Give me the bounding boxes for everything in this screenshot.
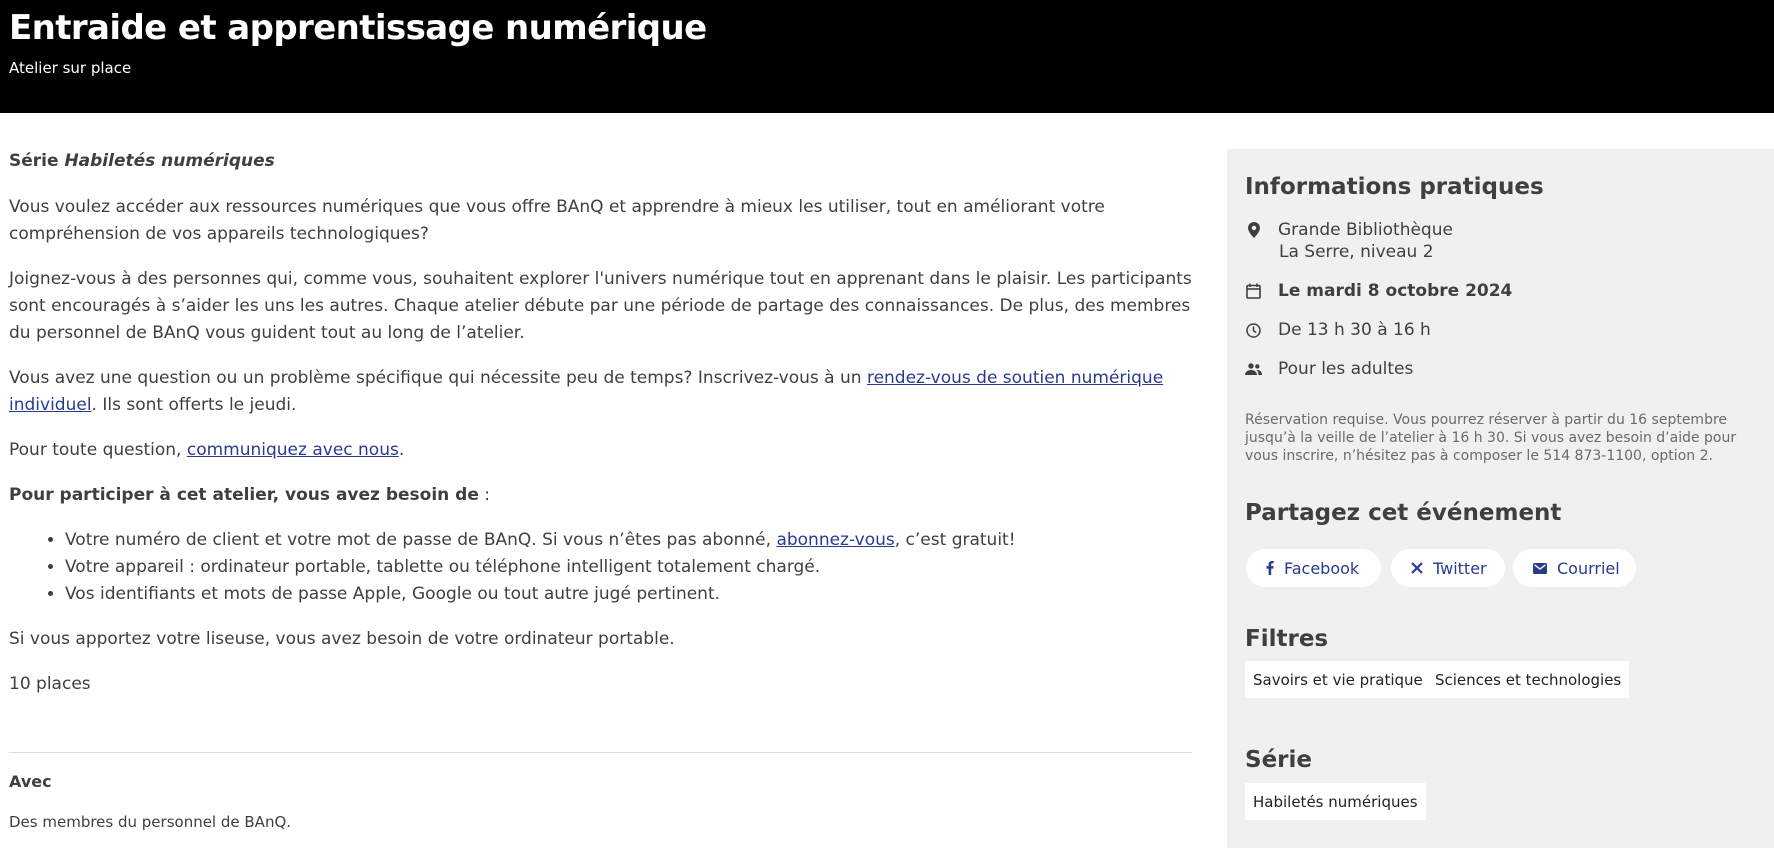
list-item: • Votre appareil : ordinateur portable, tablette ou téléphone intelligent totalement chargé. xyxy=(65,554,1192,581)
support-text-before: Vous avez une question ou un problème spécifique qui nécessite peu de temps? Inscrivez-vous à un xyxy=(9,368,867,388)
event-description xyxy=(9,148,1192,698)
contact-text-after: . xyxy=(398,440,405,460)
location-text xyxy=(1278,219,1453,263)
divider xyxy=(9,752,1192,753)
envelope-icon xyxy=(1533,563,1547,574)
info-title: Informations pratiques xyxy=(1245,174,1544,200)
share-twitter-button[interactable] xyxy=(1391,549,1505,587)
share-email-button[interactable] xyxy=(1513,549,1636,587)
page-subtitle: Atelier sur place xyxy=(9,59,132,77)
email-label: Courriel xyxy=(1557,558,1620,578)
req1-text-after: , c’est gratuit! xyxy=(894,530,1016,550)
filter-tag[interactable]: Savoirs et vie pratique xyxy=(1245,661,1431,698)
time-row xyxy=(1245,319,1431,341)
facebook-icon xyxy=(1266,561,1274,575)
description-paragraph: Joignez-vous à des personnes qui, comme vous, souhaitent explorer l'univers numérique tout en apprenant dans le plaisir. Les participants sont encouragés à s’aider les uns les autres. Chaque atelier débute par une période de partage des connaissances. De plus, des membres du personnel de BAnQ vous guident tout au long de l’atelier. xyxy=(9,269,1192,343)
page-header xyxy=(0,0,1774,113)
list-item: • Vos identifiants et mots de passe Apple, Google ou tout autre jugé pertinent. xyxy=(65,581,1192,608)
req1-text-before: Votre numéro de client et votre mot de passe de BAnQ. Si vous n’êtes pas abonné, xyxy=(65,530,777,550)
location-row xyxy=(1245,219,1453,263)
filter-tag[interactable]: Sciences et technologies xyxy=(1427,661,1629,698)
requirements-heading xyxy=(9,482,1192,509)
requirements-list xyxy=(9,527,1192,608)
requirements-colon: : xyxy=(478,485,491,505)
avec-text: Des membres du personnel de BAnQ. xyxy=(9,813,292,831)
list-item xyxy=(65,527,1192,554)
serie-prefix: Série xyxy=(9,151,65,171)
serie-line xyxy=(9,148,1192,175)
reservation-note: Réservation requise. Vous pourrez réserver à partir du 16 septembre jusqu’à la veille de l’atelier à 16 h 30. Si vous avez besoin d’aide pour vous inscrire, n’hésitez pas à composer le 514 873-1100, option 2. xyxy=(1245,412,1737,464)
individual-support-link[interactable]: rendez-vous de soutien numérique individuel xyxy=(9,368,1164,415)
audience-row xyxy=(1245,358,1413,380)
serie-name: Habiletés numériques xyxy=(64,151,275,171)
event-time: De 13 h 30 à 16 h xyxy=(1278,320,1431,340)
reader-paragraph: Si vous apportez votre liseuse, vous avez besoin de votre ordinateur portable. xyxy=(9,629,675,649)
map-pin-icon xyxy=(1245,219,1262,241)
twitter-label: Twitter xyxy=(1433,558,1487,578)
support-paragraph xyxy=(9,365,1192,419)
location-room: La Serre, niveau 2 xyxy=(1279,242,1434,262)
support-text-after: . Ils sont offerts le jeudi. xyxy=(91,395,297,415)
contact-us-link[interactable]: communiquez avec nous xyxy=(186,440,399,460)
requirements-heading-text: Pour participer à cet atelier, vous avez besoin de xyxy=(9,485,479,505)
contact-paragraph xyxy=(9,437,1192,464)
event-audience: Pour les adultes xyxy=(1278,359,1414,379)
places-count: 10 places xyxy=(9,674,91,694)
page-title: Entraide et apprentissage numérique xyxy=(9,8,707,48)
contact-text-before: Pour toute question, xyxy=(9,440,187,460)
location-name: Grande Bibliothèque xyxy=(1278,220,1453,240)
people-icon xyxy=(1245,358,1262,380)
avec-heading: Avec xyxy=(9,772,52,791)
share-facebook-button[interactable] xyxy=(1246,549,1381,587)
serie-tag[interactable]: Habiletés numériques xyxy=(1245,783,1426,820)
serie-title: Série xyxy=(1245,747,1312,773)
facebook-label: Facebook xyxy=(1284,558,1360,578)
event-date: Le mardi 8 octobre 2024 xyxy=(1278,281,1513,301)
clock-icon xyxy=(1245,319,1262,341)
intro-paragraph: Vous voulez accéder aux ressources numériques que vous offre BAnQ et apprendre à mieux les utiliser, tout en améliorant votre compréhension de vos appareils technologiques? xyxy=(9,197,1105,244)
calendar-icon xyxy=(1245,280,1262,302)
subscribe-link[interactable]: abonnez-vous xyxy=(776,530,895,550)
x-icon xyxy=(1411,562,1423,574)
practical-info-sidebar xyxy=(1227,149,1774,848)
filters-title: Filtres xyxy=(1245,626,1329,652)
date-row xyxy=(1245,280,1512,302)
share-title: Partagez cet événement xyxy=(1245,500,1562,526)
